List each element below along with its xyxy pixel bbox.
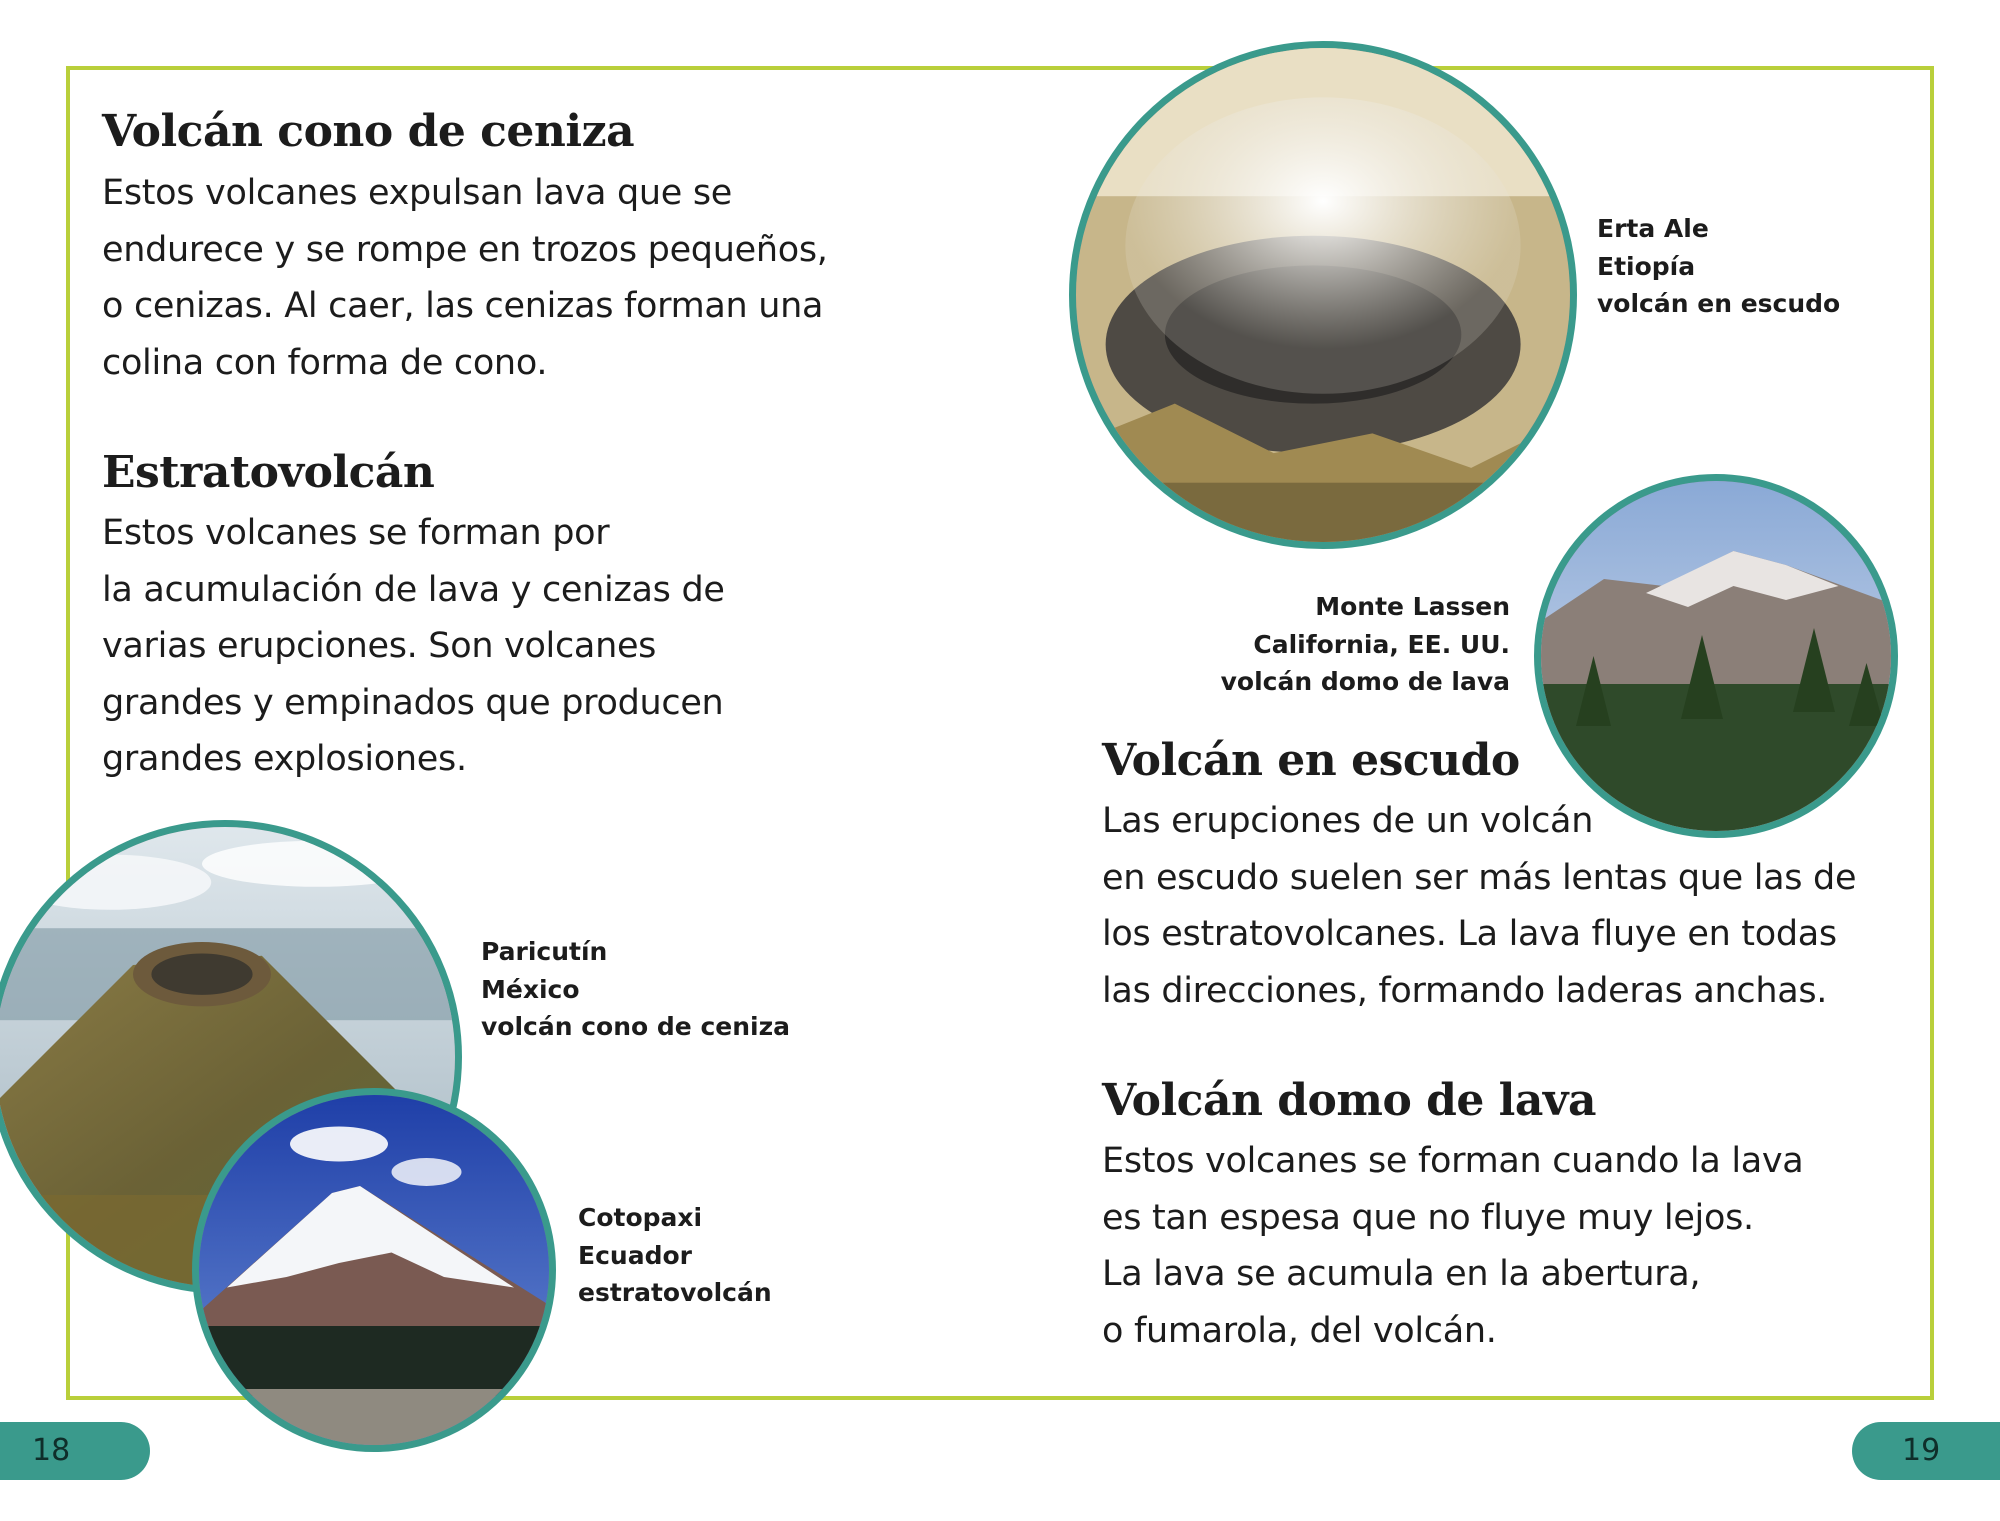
caption-erta-ale [1597,210,1840,323]
text-line: en escudo suelen ser más lentas que las de [1102,857,1857,898]
smoking-lava-lake-crater-icon [1076,48,1570,542]
text-line: los estratovolcanes. La lava fluye en todas [1102,914,1837,954]
caption-line: México [481,974,580,1004]
caption-paricutin [481,933,790,1046]
text-line: o cenizas. Al caer, las cenizas forman una [102,286,824,326]
text-line: las direcciones, formando laderas anchas. [1102,970,1828,1011]
mountain-with-forest-icon [1541,481,1891,831]
text-line: Las erupciones de un volcán [1102,801,1594,841]
cotopaxi-photo [192,1088,556,1452]
caption-line: volcán cono de ceniza [481,1012,791,1041]
caption-cotopaxi [578,1199,772,1312]
text-line: grandes y empinados que producen [102,682,724,723]
caption-line: volcán en escudo [1597,289,1841,318]
paragraph-stratovolcano [102,505,725,788]
page-number-left: 18 [0,1422,150,1480]
caption-line: Ecuador [578,1240,692,1270]
text-line: Estos volcanes expulsan lava que se [102,173,732,213]
lassen-photo [1534,474,1898,838]
caption-line: Paricutín [481,937,608,966]
text-line: Estos volcanes se forman cuando la lava [1102,1141,1804,1181]
caption-lassen [1221,588,1510,701]
text-line: colina con forma de cono. [102,342,548,383]
caption-line: Monte Lassen [1315,592,1510,621]
paragraph-lava-dome [1102,1133,1803,1359]
snow-capped-volcano-icon [199,1095,549,1445]
paragraph-shield-volcano [1102,793,1856,1019]
text-line: Estos volcanes se forman por [102,513,610,553]
erta-ale-photo [1069,41,1577,549]
heading-lava-dome: Volcán domo de lava [1102,1075,1596,1126]
heading-stratovolcano: Estratovolcán [102,447,435,498]
caption-line: California, EE. UU. [1253,629,1510,659]
caption-line: Cotopaxi [578,1203,703,1232]
caption-line: estratovolcán [578,1278,772,1307]
caption-line: Erta Ale [1597,214,1709,243]
text-line: varias erupciones. Son volcanes [102,626,657,666]
text-line: es tan espesa que no fluye muy lejos. [1102,1197,1754,1238]
heading-shield-volcano: Volcán en escudo [1102,735,1520,786]
text-line: o fumarola, del volcán. [1102,1310,1497,1351]
caption-line: Etiopía [1597,251,1696,281]
heading-cinder-cone: Volcán cono de ceniza [102,106,635,157]
paragraph-cinder-cone [102,165,828,391]
text-line: la acumulación de lava y cenizas de [102,569,725,610]
page-number-right: 19 [1852,1422,2000,1480]
text-line: grandes explosiones. [102,739,467,779]
caption-line: volcán domo de lava [1220,667,1510,696]
text-line: La lava se acumula en la abertura, [1102,1254,1701,1294]
text-line: endurece y se rompe en trozos pequeños, [102,229,828,270]
